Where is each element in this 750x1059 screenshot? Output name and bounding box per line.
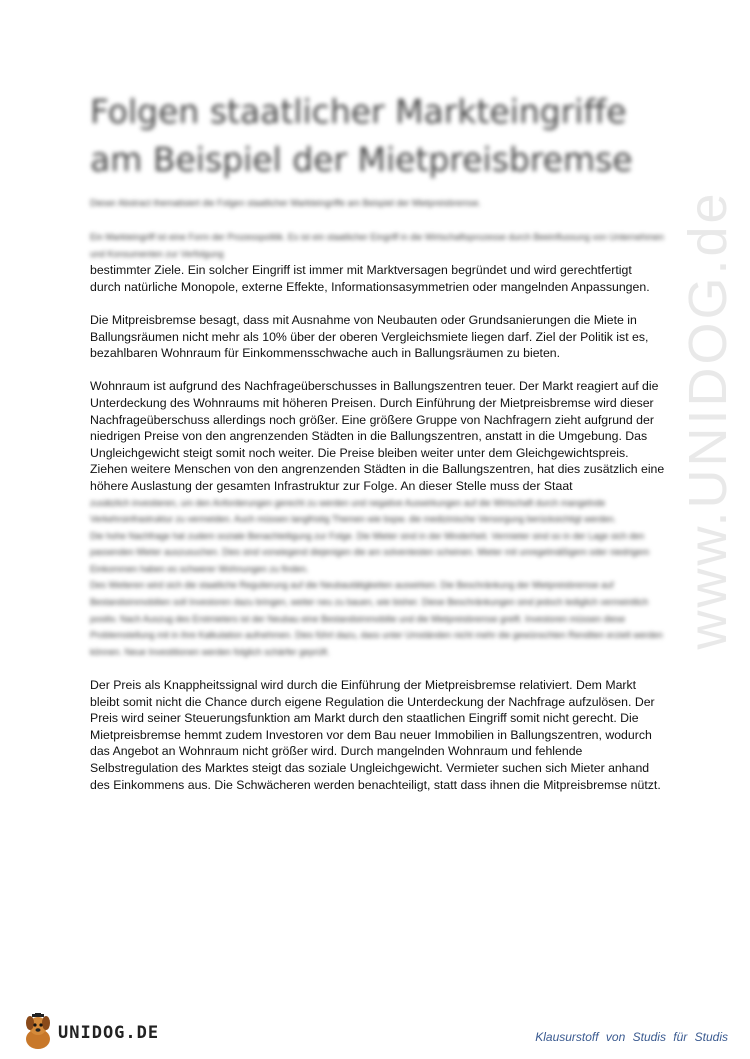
paragraph-fazit: Der Preis als Knappheitssignal wird durch die Einführung der Mietpreisbremse relativiert. Dem Markt bleibt somit nicht die Chance durch eigene Regulation die Unterdeckung der Nachfrage aufzulösen. Der Preis wird seiner Steuerungsfunktion am Markt durch den staatlichen Eingriff somit nicht gerecht. Die Mietpreisbremse hemmt zudem Investoren vor dem Bau neuer Immobilien in Ballungszentren, wodurch das Angebot an Wohnraum nicht größer wird. Durch mangelnden Wohnraum und fehlende Selbstregulation des Marktes steigt das soziale Ungleichgewicht. Vermieter suchen sich Mieter anhand des Einkommens aus. Die Schwächeren werden benachteiligt, statt dass ihnen die Mitpreisbremse nützt. <box>90 678 661 792</box>
unidog-logo[interactable] <box>20 1013 160 1053</box>
paragraph-wohnraum: Wohnraum ist aufgrund des Nachfrageüberschusses in Ballungszentren teuer. Der Markt reagiert auf die Unterdeckung des Wohnraums mit höheren Preisen. Durch Einführung der Mietpreisbremse wird dieser Nachfrageüberschuss allerdings noch größer. Eine größere Gruppe von Nachfragern zieht aufgrund der niedrigen Preise von den angrenzenden Städten in die Ballungszentren, anstatt in die Umgebung. Das Ungleichgewicht steigt somit noch weiter. Die Preise bleiben weiter unter dem Gleichgewichtspreis. <box>90 379 659 460</box>
paragraph-mietpreisbremse: Die Mitpreisbremse besagt, dass mit Ausnahme von Neubauten oder Grundsanierungen die Miete in Ballungsräumen nicht mehr als 10% über der oberen Vergleichsmiete liegen darf. Ziel der Politik ist es, bezahlbaren Wohnraum für Einkommensschwache auch in Ballungsräumen zu bieten. <box>90 312 649 361</box>
abstract-text: Dieser Abstract thematisiert die Folgen staatlicher Markteingriffe am Beispiel der Mietpreisbremse. <box>90 198 481 208</box>
paragraph-intro: bestimmter Ziele. Ein solcher Eingriff ist immer mit Marktversagen begründet und wird gerechtfertigt durch natürliche Monopole, externe Effekte, Informationsasymmetrien oder mangelnden Anpassungen. <box>90 263 650 294</box>
dog-mascot-icon <box>20 1013 56 1053</box>
footer-tagline: Klausurstoff von Studis für Studis <box>535 1030 728 1044</box>
document-body <box>90 229 665 793</box>
paragraph-neubau-blurred: Des Weiteren wird sich die staatliche Regulierung auf die Neubautätigkeiten auswirken. Die Beschränkung der Mietpreisbremse auf Bestandsimmobilien soll Investoren dazu bringen, weiter neu zu bauen, wie bisher. Diese Beschränkungen sind jedoch lediglich vermeintlich positiv. Nach Auszug des Erstmieters ist der Neubau eine Bestandsimmobilie und die Mietpreisbremse greift. Investoren müssen diese Problemstellung mit in ihre Kalkulation aufnehmen. Dies führt dazu, dass unter Umständen nicht mehr die gewünschten Renditen erzielt werden können. Neue Investitionen werden folglich schärfer geprüft. <box>90 580 663 657</box>
document-title: Folgen staatlicher Markteingriffe am Beispiel der Mietpreisbremse <box>90 92 633 179</box>
logo-text: UNIDOG.DE <box>58 1023 160 1043</box>
paragraph-soziale-benachteiligung-blurred: Die hohe Nachfrage hat zudem soziale Benachteiligung zur Folge. Die Mieter sind in der Minderheit. Vermieter sind so in der Lage sich den passenden Mieter auszusuchen. Dies sind vorwiegend diejenigen die am solventesten scheinen. Mieter mit unregelmäßigem oder niedrigem Einkommen haben es schwerer Wohnungen zu finden. <box>90 530 650 574</box>
paragraph-intro-blurred: Ein Markteingriff ist eine Form der Prozesspolitik. Es ist ein staatlicher Eingriff in die Wirtschaftsprozesse durch Beeinflussung von Unternehmen und Konsumenten zur Verfolgung <box>90 232 664 259</box>
watermark-text: www.UNIDOG.de <box>678 190 738 650</box>
paragraph-infrastruktur: Ziehen weitere Menschen von den angrenzenden Städten in die Ballungszentren, hat dies zusätzlich eine höhere Auslastung der gesamten Infrastruktur zur Folge. An dieser Stelle muss der Staat <box>90 462 665 493</box>
paragraph-infrastruktur-blurred: zusätzlich investieren, um den Anforderungen gerecht zu werden und negative Auswirkungen auf die Wirtschaft durch mangelnde Verkehrsinfrastruktur zu vermeiden. Auch müssen langfristig Themen wie bspw. die medizinische Versorgung berücksichtigt werden. <box>90 497 617 525</box>
